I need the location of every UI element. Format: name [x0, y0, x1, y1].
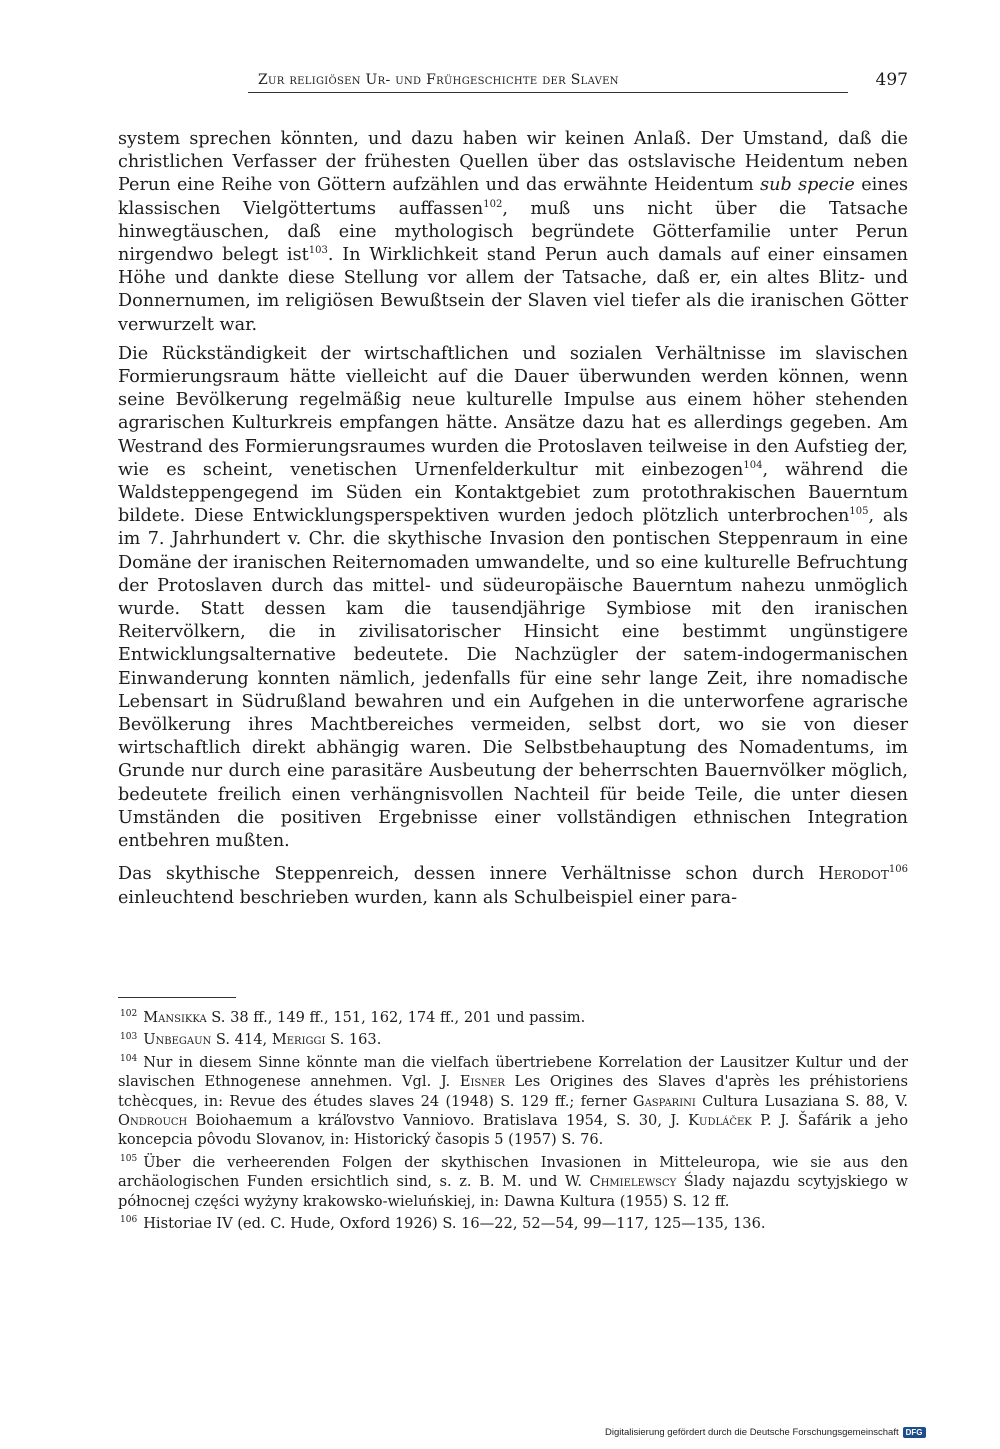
dfg-logo-icon: DFG — [903, 1427, 926, 1438]
footnote-ref[interactable]: 104 — [743, 459, 763, 471]
footnote-104: $^{104}$ Nur in diesem Sinne könnte man die vielfach übertriebene Korrelation der Lausitzer Kultur und der slavischen Ethnogenese annehmen. Vgl. J. Eisner Les Origines des Slaves d'après les préhistoriens tchècques, in: Revue des études slaves 24 (1948) S. 129 ff.; ferner Gasparini Cultura Lusaziana S. 88, V. Ondrouch Boiohaemum a kráľovstvo Vanniovo. Bratislava 1954, S. 30, J. Kudláček P. J. Šafárik a jeho koncepcia pôvodu Slovanov, in: Historický časopis 5 (1957) S. 76. — [118, 1053, 908, 1149]
footnote-103: $^{103}$ Unbegaun S. 414, Meriggi S. 163. — [120, 1031, 382, 1049]
footnote-ref[interactable]: 105 — [849, 506, 869, 518]
paragraph-3: Das skythische Steppenreich, dessen innere Verhältnisse schon durch Herodot$^{106}$ einleuchtend beschrieben wurden, kann als Schulbeispiel einer para- — [118, 864, 908, 908]
footnote-ref[interactable]: 103 — [308, 245, 328, 257]
main-text — [118, 128, 908, 910]
running-header — [118, 72, 908, 94]
footnote-ref[interactable]: 106 — [888, 864, 908, 876]
footnote-rule — [118, 997, 236, 998]
digitization-credit — [605, 1427, 926, 1438]
footnote-106: $^{106}$ Historiae IV (ed. C. Hude, Oxford 1926) S. 16—22, 52—54, 99—117, 125—135, 136. — [120, 1215, 766, 1233]
page-number: 497 — [875, 70, 908, 90]
credit-text: Digitalisierung gefördert durch die Deutsche Forschungsgemeinschaft — [605, 1427, 899, 1438]
author-name: Herodot — [818, 864, 889, 885]
footnotes — [118, 1008, 908, 1236]
paragraph-2: Die Rückständigkeit der wirtschaftlichen und sozialen Verhältnisse im slavischen Formierungsraum hätte vielleicht auf die Dauer überwunden werden können, wenn seine Bevölkerung regelmäßig neue kulturelle Impulse aus einem höher stehenden agrarischen Kulturkreis empfangen hätte. Ansätze dazu hat es allerdings gegeben. Am Westrand des Formierungsraumes wurden die Protoslaven teilweise in den Aufstieg der, wie es scheint, venetischen Urnenfelderkultur mit einbezogen$^{104}$, während die Waldsteppengegend im Süden ein Kontaktgebiet zum protothrakischen Bauerntum bildete. Diese Entwicklungsperspektiven wurden jedoch plötzlich unterbrochen$^{105}$, als im 7. Jahrhundert v. Chr. die skythische Invasion den pontischen Steppenraum in eine Domäne der iranischen Reiternomaden umwandelte, und so eine kulturelle Befruchtung der Protoslaven durch das mittel- und südeuropäische Bauerntum nahezu unmöglich wurde. Statt dessen kam die tausendjährige Symbiose mit den iranischen Reitervölkern, die in zivilisatorischer Hinsicht eine bestimmt ungünstigere Entwicklungsalternative bedeutete. Die Nachzügler der satem-indogermanischen Einwanderung konnten nämlich, jedenfalls für eine sehr lange Zeit, ihre nomadische Lebensart in Südrußland bewahren und ein Aufgehen in die unterworfene agrarische Bevölkerung ihres Machtbereiches vermeiden, selbst dort, wo sie von dieser wirtschaftlich direkt abhängig waren. Die Selbstbehauptung des Nomadentums, im Grunde nur durch eine parasitäre Ausbeutung der beherrschten Bauernvölker möglich, bedeutete freilich einen verhängnisvollen Nachteil für beide Teile, die unter diesen Umständen die positiven Ergebnisse einer vollständigen ethnischen Integration entbehren mußten. — [118, 343, 909, 852]
footnote-102: $^{102}$ Mansikka S. 38 ff., 149 ff., 151, 162, 174 ff., 201 und passim. — [120, 1009, 586, 1026]
footnote-ref[interactable]: 102 — [483, 198, 503, 210]
header-rule — [248, 92, 848, 93]
running-title: Zur religiösen Ur- und Frühgeschichte der Slaven — [258, 72, 619, 88]
latin-phrase: sub specie — [760, 175, 855, 196]
paragraph-1: system sprechen könnten, und dazu haben wir keinen Anlaß. Der Umstand, daß die christlichen Verfasser der frühesten Quellen über das ostslavische Heidentum neben Perun eine Reihe von Göttern aufzählen und das erwähnte Heidentum sub specie eines klassischen Vielgöttertums auffassen$^{102}$, muß uns nicht über die Tatsache hinwegtäuschen, daß eine mythologisch begründete Götterfamilie unter Perun nirgendwo belegt ist$^{103}$. In Wirklichkeit stand Perun auch damals auf einer einsamen Höhe und dankte diese Stellung vor allem der Tatsache, daß er, ein altes Blitz- und Donnernumen, im religiösen Bewußtsein der Slaven viel tiefer als die iranischen Götter verwurzelt war. — [118, 129, 909, 335]
footnote-105: $^{105}$ Über die verheerenden Folgen der skythischen Invasionen in Mitteleuropa, wie sie aus den archäologischen Funden ersichtlich sind, s. z. B. M. und W. Chmielewscy Ślady najazdu scytyjskiego w północnej części wyżyny krakowsko-wieluńskiej, in: Dawna Kultura (1955) S. 12 ff. — [118, 1153, 909, 1210]
